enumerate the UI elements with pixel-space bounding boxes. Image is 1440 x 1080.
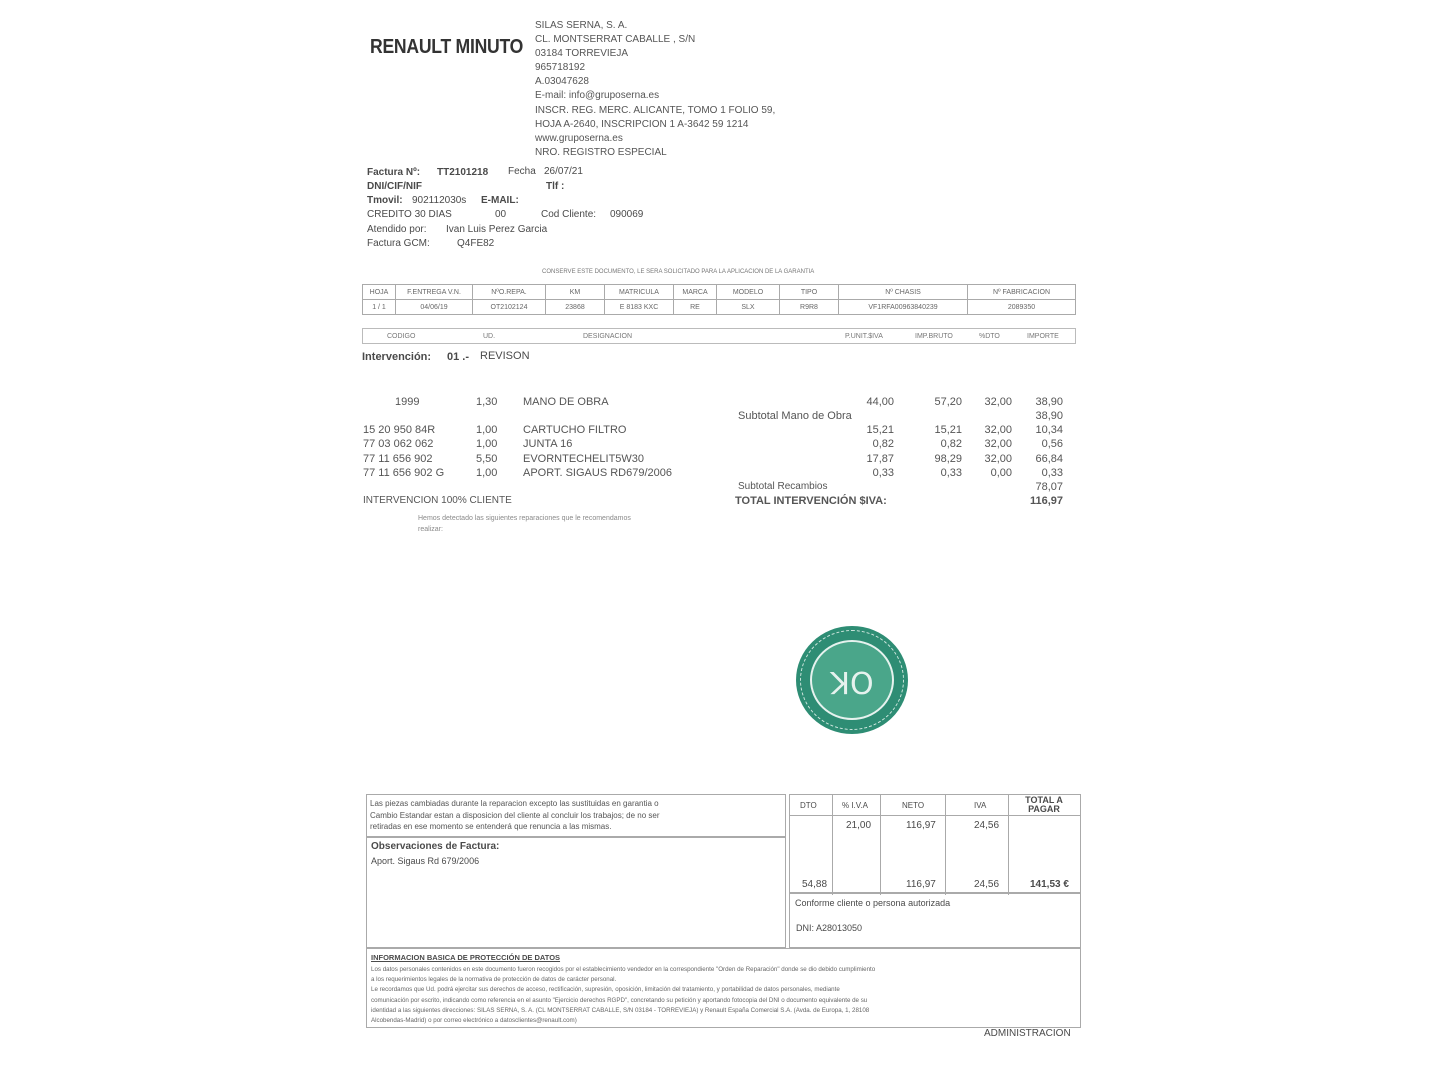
privacy-line: Le recordamos que Ud. podrá ejercitar sus derechos de acceso, rectificación, supresión, oposición, limitación del tratamiento, y portabilidad de datos personales, mediante (371, 986, 840, 994)
credito-terms: CREDITO 30 DIAS (367, 209, 452, 220)
part-ud: 1,00 (476, 424, 498, 436)
totals-header-iva: IVA (974, 801, 987, 810)
vehicle-table (362, 284, 1076, 315)
vt-header-cell: HOJA (363, 285, 396, 300)
vt-value-cell: OT2102124 (473, 300, 546, 315)
part-importe: 66,84 (1035, 453, 1063, 465)
privacy-text (371, 965, 1077, 1026)
totals-header-iva-pct: % I.V.A (842, 801, 868, 810)
company-line: 965718192 (535, 62, 586, 74)
dni-value: DNI: A28013050 (796, 923, 863, 933)
totals-header-total: TOTAL A PAGAR (1025, 795, 1063, 814)
part-desc: EVORNTECHELIT5W30 (523, 453, 645, 465)
vt-header-cell: Nº CHASIS (839, 285, 968, 300)
company-line: CL. MONTSERRAT CABALLE , S/N (535, 34, 696, 46)
part-dto: 32,00 (984, 438, 1012, 450)
part-desc: CARTUCHO FILTRO (523, 424, 627, 436)
part-dto: 32,00 (984, 453, 1012, 465)
part-ud: 1,00 (476, 438, 498, 450)
labor-subtotal-label: Subtotal Mano de Obra (738, 410, 852, 422)
labor-code: 1999 (395, 396, 420, 408)
vt-value-cell: RE (674, 300, 717, 315)
conforme-label: Conforme cliente o persona autorizada (795, 898, 951, 908)
col-importe: IMPORTE (1027, 333, 1059, 340)
col-punit: P.UNIT.$IVA (845, 333, 883, 340)
credito-code: 00 (495, 209, 507, 220)
part-importe: 10,34 (1035, 424, 1063, 436)
intervention-name: REVISON (480, 350, 530, 362)
observaciones-box (366, 836, 786, 948)
pieces-note (370, 798, 660, 833)
vt-header-cell: MARCA (674, 285, 717, 300)
pieces-note-box (366, 794, 786, 838)
part-code: 77 03 062 062 (363, 438, 434, 450)
labor-importe: 38,90 (1035, 396, 1063, 408)
factura-number: TT2101218 (437, 167, 489, 178)
company-line: NRO. REGISTRO ESPECIAL (535, 146, 667, 158)
part-ud: 5,50 (476, 453, 498, 465)
labor-ud: 1,30 (476, 396, 498, 408)
vehicle-table-header (363, 285, 1076, 300)
dni-label: DNI/CIF/NIF (367, 181, 422, 192)
vt-value-cell: 1 / 1 (363, 300, 396, 315)
privacy-line: identidad a las siguientes direcciones: SILAS SERNA, S. A. (CL MONTSERRAT CABALLE, S/N 03184 - TORREVIEJA) y Renault España Comercial S.A. (Avda. de Europa, 1, 28108 (371, 1006, 870, 1014)
intervention-number: 01 .- (447, 351, 470, 363)
signature-box (789, 892, 1081, 948)
item-columns-header (362, 328, 1076, 344)
pieces-note-line: Cambio Estandar estan a disposicion del cliente al concluir los trabajos; de no ser (370, 810, 660, 820)
part-importe: 0,33 (1041, 467, 1063, 479)
observaciones-label: Observaciones de Factura: (371, 841, 500, 852)
recommend-note: realizar: (418, 526, 443, 533)
labor-subtotal: 38,90 (1035, 410, 1063, 422)
recommend-note: Hemos detectado las siguientes reparaciones que le recomendamos (418, 515, 631, 522)
vt-value-cell: 2089350 (968, 300, 1076, 315)
vt-header-cell: Nº FABRICACION (968, 285, 1076, 300)
cod-cliente-value: 090069 (610, 209, 644, 220)
totals-header-dto: DTO (800, 801, 817, 810)
col-designacion: DESIGNACION (583, 333, 633, 340)
part-desc: JUNTA 16 (523, 438, 573, 450)
tmovil-value: 902112030s (412, 195, 467, 206)
labor-dto: 32,00 (984, 396, 1012, 408)
tlf-label: Tlf : (546, 181, 565, 192)
iva-pct-value: 21,00 (846, 820, 872, 831)
vt-value-cell: 04/06/19 (396, 300, 473, 315)
col-impbruto: IMP.BRUTO (915, 333, 953, 340)
vt-header-cell: MODELO (717, 285, 780, 300)
company-line: A.03047628 (535, 76, 589, 88)
vt-value-cell: VF1RFA00963840239 (839, 300, 968, 315)
vt-value-cell: E 8183 KXC (605, 300, 674, 315)
gcm-label: Factura GCM: (367, 238, 430, 249)
company-line: INSCR. REG. MERC. ALICANTE, TOMO 1 FOLIO 59, (535, 104, 776, 116)
observaciones-value: Aport. Sigaus Rd 679/2006 (371, 856, 480, 866)
total-pagar: 141,53 € (1030, 879, 1069, 890)
part-punit: 15,21 (866, 424, 894, 436)
vehicle-table-row (363, 300, 1076, 315)
vt-header-cell: NºO.REPA. (473, 285, 546, 300)
privacy-line: Los datos personales contenidos en este documento fueron recogidos por el establecimiento vendedor en la correspondiente "Orden de Reparación" donde se dio debido cumplimiento (371, 966, 876, 973)
stamp-ok-text: OK (830, 664, 874, 699)
part-code: 77 11 656 902 G (363, 467, 445, 479)
conserve-note: CONSERVE ESTE DOCUMENTO, LE SERA SOLICITADO PARA LA APLICACION DE LA GARANTIA (542, 269, 815, 275)
dto-total: 54,88 (802, 879, 828, 890)
fecha-label: Fecha (508, 166, 536, 177)
neto-value: 116,97 (906, 820, 936, 831)
vt-value-cell: 23868 (546, 300, 605, 315)
company-line: 03184 TORREVIEJA (535, 48, 629, 60)
part-bruto: 0,82 (940, 438, 962, 450)
company-line: SILAS SERNA, S. A. (535, 20, 628, 31)
company-line: E-mail: info@gruposerna.es (535, 90, 660, 102)
intervention-client: INTERVENCION 100% CLIENTE (363, 495, 512, 506)
vt-header-cell: TIPO (780, 285, 839, 300)
vt-value-cell: R9R8 (780, 300, 839, 315)
part-bruto: 0,33 (940, 467, 962, 479)
company-info (535, 19, 775, 160)
part-importe: 0,56 (1041, 438, 1063, 450)
part-code: 77 11 656 902 (363, 453, 433, 465)
part-dto: 32,00 (984, 424, 1012, 436)
factura-label: Factura Nº: (367, 167, 421, 178)
brand-logo: RENAULT MINUTO (370, 36, 524, 58)
pieces-note-line: retiradas en ese momento se entenderá que renuncia a las mismas. (370, 822, 612, 831)
privacy-title: INFORMACION BASICA DE PROTECCIÓN DE DATOS (371, 953, 561, 962)
tmovil-label: Tmovil: (367, 195, 403, 206)
fecha-value: 26/07/21 (544, 166, 583, 177)
privacy-line: Alcobendas-Madrid) o por correo electrónico a datosclientes@renault.com) (371, 1017, 577, 1025)
labor-bruto: 57,20 (934, 396, 962, 408)
total-intervention-label: TOTAL INTERVENCIÓN $IVA: (735, 495, 887, 507)
privacy-line: comunicación por escrito, indicando como referencia en el asunto "Ejercicio derechos RGPD", concretando su petición y aportando fotocopia del DNI o documento equivalente de su (371, 996, 868, 1004)
part-bruto: 15,21 (934, 424, 962, 436)
col-dto: %DTO (979, 333, 1000, 340)
stamp-inner (810, 640, 894, 720)
part-ud: 1,00 (476, 467, 498, 479)
labor-desc: MANO DE OBRA (523, 396, 609, 408)
vt-header-cell: KM (546, 285, 605, 300)
atendido-value: Ivan Luis Perez Garcia (446, 224, 548, 235)
pieces-note-line: Las piezas cambiadas durante la reparacion excepto las sustituidas en garantia o (370, 799, 659, 808)
grid-divider (880, 795, 881, 895)
parts-subtotal: 78,07 (1035, 481, 1063, 493)
company-line: HOJA A-2640, INSCRIPCION 1 A-3642 59 1214 (535, 118, 749, 130)
iva-value: 24,56 (974, 820, 1000, 831)
atendido-label: Atendido por: (367, 224, 427, 235)
grid-divider (832, 795, 833, 895)
labor-punit: 44,00 (866, 396, 894, 408)
vt-header-cell: MATRICULA (605, 285, 674, 300)
email-label: E-MAIL: (481, 195, 519, 206)
ok-stamp (796, 626, 908, 734)
privacy-line: a los requerimientos legales de la normativa de protección de datos de carácter personal. (371, 976, 617, 984)
iva-total: 24,56 (974, 879, 1000, 890)
part-desc: APORT. SIGAUS RD679/2006 (523, 467, 672, 479)
cod-cliente-label: Cod Cliente: (541, 209, 597, 220)
grid-divider (945, 795, 946, 895)
totals-header-neto: NETO (902, 801, 925, 810)
privacy-box (366, 948, 1081, 1028)
col-ud: UD. (483, 333, 496, 340)
neto-total: 116,97 (906, 879, 936, 890)
vt-header-cell: F.ENTREGA V.N. (396, 285, 473, 300)
grid-divider (1008, 795, 1009, 895)
parts-subtotal-label: Subtotal Recambios (738, 481, 828, 492)
part-bruto: 98,29 (934, 453, 962, 465)
part-punit: 0,82 (872, 438, 894, 450)
part-dto: 0,00 (990, 467, 1012, 479)
intervention-label: Intervención: (362, 351, 432, 363)
vt-value-cell: SLX (717, 300, 780, 315)
part-punit: 0,33 (872, 467, 894, 479)
total-intervention: 116,97 (1029, 495, 1063, 507)
company-line: www.gruposerna.es (535, 132, 623, 144)
totals-grid (789, 794, 1081, 894)
admin-label: ADMINISTRACION (984, 1028, 1071, 1039)
col-codigo: CODIGO (387, 333, 416, 340)
part-punit: 17,87 (866, 453, 894, 465)
gcm-value: Q4FE82 (457, 238, 495, 249)
part-code: 15 20 950 84R (363, 424, 436, 436)
